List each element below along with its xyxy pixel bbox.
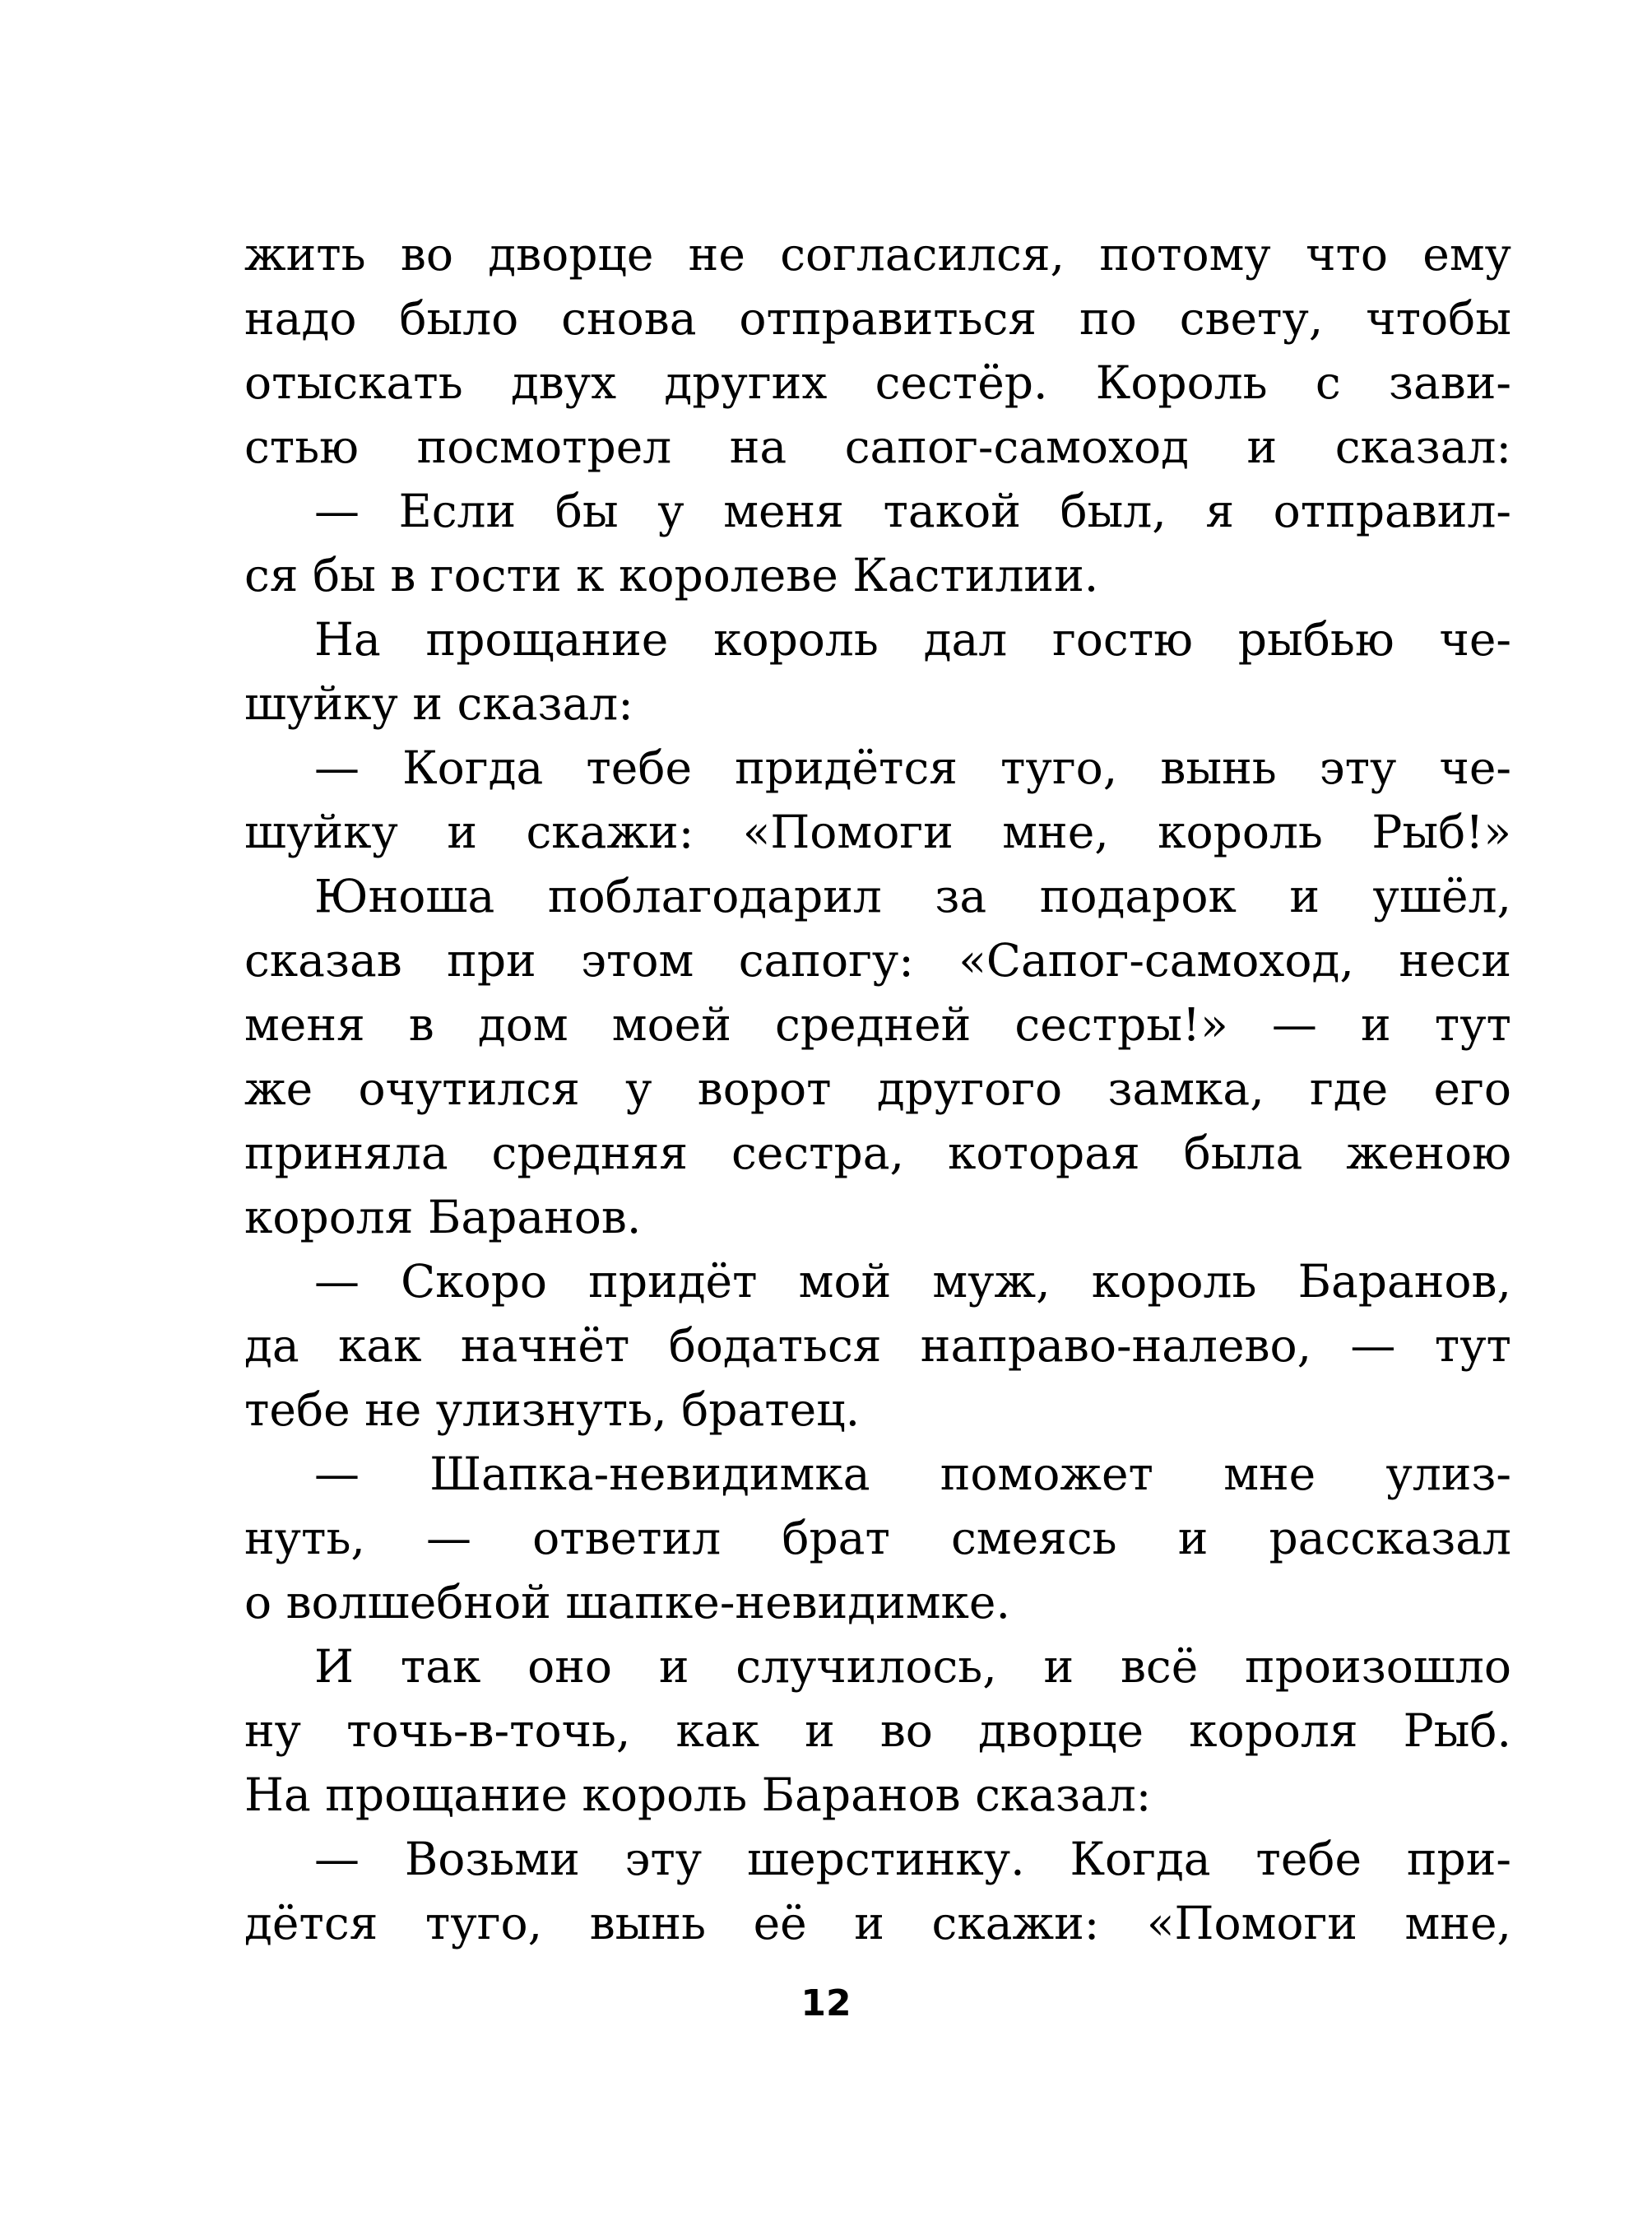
text-line: жить во дворце не согласился, потому что ему — [244, 228, 1511, 281]
text-line: же очутился у ворот другого замка, где его — [244, 1062, 1511, 1115]
page-number: 12 — [800, 1982, 852, 2024]
text-line: На прощание король дал гостю рыбью че- — [314, 613, 1511, 666]
text-line: надо было снова отправиться по свету, чтобы — [244, 292, 1511, 345]
text-line: нуть, — ответил брат смеясь и рассказал — [244, 1512, 1511, 1564]
text-line: меня в дом моей средней сестры!» — и тут — [244, 998, 1511, 1051]
text-line: стью посмотрел на сапог-самоход и сказал: — [244, 421, 1511, 473]
text-line: да как начнёт бодаться направо-налево, — тут — [244, 1319, 1511, 1372]
text-line: тебе не улизнуть, братец. — [244, 1383, 861, 1436]
text-line: отыскать двух других сестёр. Король с зави- — [244, 356, 1511, 409]
text-line: сказав при этом сапогу: «Сапог-самоход, неси — [244, 934, 1511, 987]
text-line: шуйку и сказал: — [244, 677, 633, 730]
text-line: о волшебной шапке-невидимке. — [244, 1576, 1010, 1629]
text-line: приняла средняя сестра, которая была женою — [244, 1127, 1511, 1179]
page-body-text — [244, 222, 1511, 1955]
text-line: — Когда тебе придётся туго, вынь эту че- — [314, 741, 1511, 794]
text-line: короля Баранов. — [244, 1191, 642, 1243]
text-line: дётся туго, вынь её и скажи: «Помоги мне, — [244, 1897, 1511, 1949]
text-line: шуйку и скажи: «Помоги мне, король Рыб!» — [244, 806, 1511, 858]
text-line: — Возьми эту шерстинку. Когда тебе при- — [314, 1833, 1511, 1885]
text-line: На прощание король Баранов сказал: — [244, 1768, 1152, 1821]
text-line: — Шапка-невидимка поможет мне улиз- — [314, 1448, 1511, 1500]
text-line: Юноша поблагодарил за подарок и ушёл, — [314, 870, 1511, 922]
text-line: И так оно и случилось, и всё произошло — [314, 1640, 1511, 1693]
text-line: — Скоро придёт мой муж, король Баранов, — [314, 1255, 1511, 1308]
text-line: ну точь-в-точь, как и во дворце короля Рыб. — [244, 1704, 1511, 1757]
text-line: — Если бы у меня такой был, я отправил- — [314, 485, 1511, 537]
text-line: ся бы в гости к королеве Кастилии. — [244, 549, 1099, 602]
